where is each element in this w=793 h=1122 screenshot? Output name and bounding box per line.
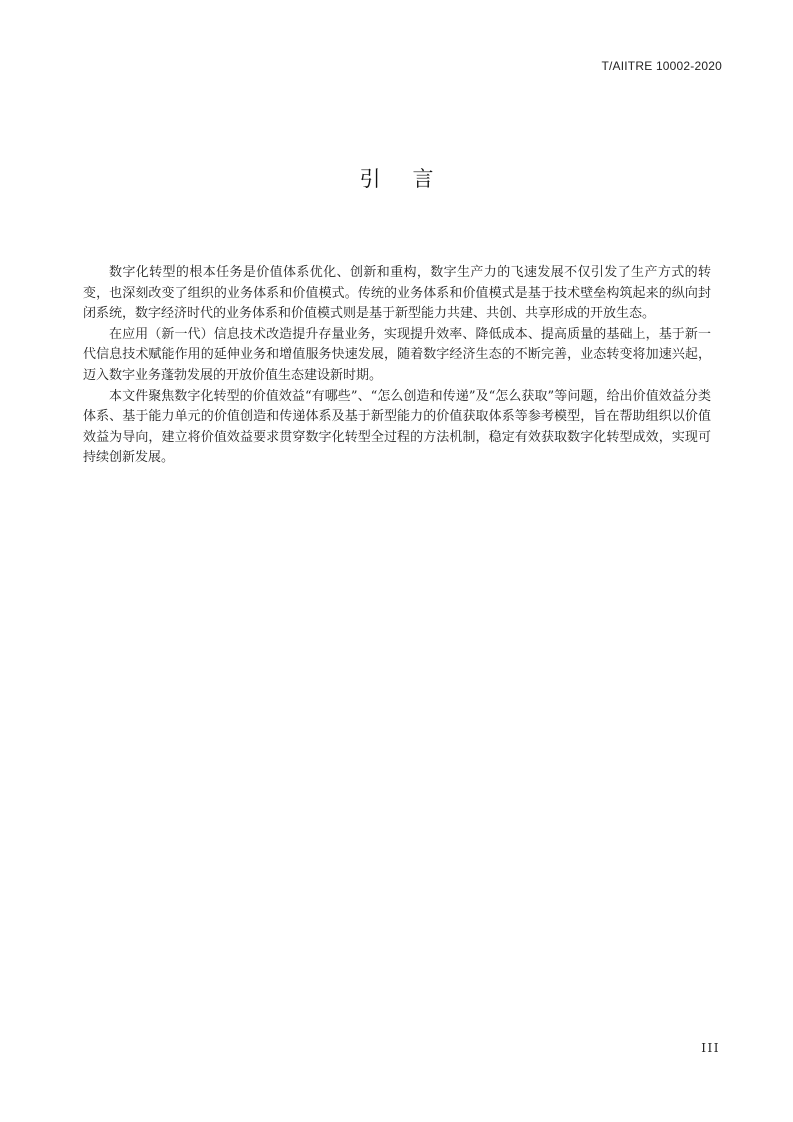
- body-text: [83, 263, 711, 469]
- document-code: T/AIITRE 10002-2020: [601, 59, 722, 73]
- paragraph: 在应用（新一代）信息技术改造提升存量业务，实现提升效率、降低成本、提高质量的基础上，基于新一代信息技术赋能作用的延伸业务和增值服务快速发展，随着数字经济生态的不断完善，业态转变将加速兴起，迈入数字业务蓬勃发展的开放价值生态建设新时期。: [83, 326, 711, 383]
- page-number: III: [701, 1041, 720, 1055]
- page-title: 引言: [359, 167, 466, 191]
- paragraph: 数字化转型的根本任务是价值体系优化、创新和重构，数字生产力的飞速发展不仅引发了生产方式的转变，也深刻改变了组织的业务体系和价值模式。传统的业务体系和价值模式是基于技术壁垒构筑起来的纵向封闭系统，数字经济时代的业务体系和价值模式则是基于新型能力共建、共创、共享形成的开放生态。: [83, 265, 711, 322]
- paragraph: 本文件聚焦数字化转型的价值效益“有哪些”、“怎么创造和传递”及“怎么获取”等问题，给出价值效益分类体系、基于能力单元的价值创造和传递体系及基于新型能力的价值获取体系等参考模型，旨在帮助组织以价值效益为导向，建立将价值效益要求贯穿数字化转型全过程的方法机制，稳定有效获取数字化转型成效，实现可持续创新发展。: [83, 388, 711, 466]
